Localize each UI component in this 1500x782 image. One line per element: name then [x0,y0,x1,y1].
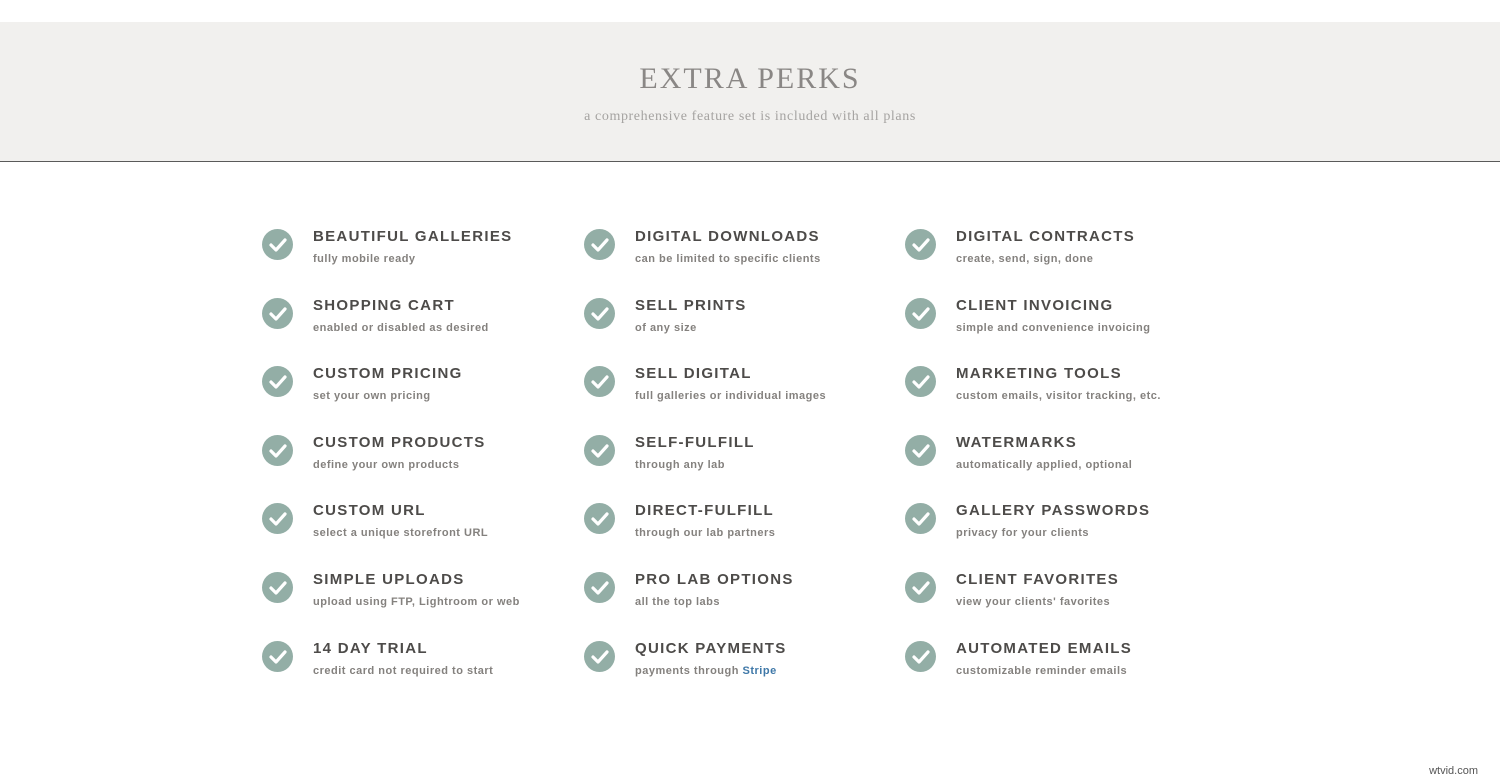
check-circle-icon [584,435,615,466]
check-circle-icon [262,503,293,534]
check-circle-icon [584,572,615,603]
perk-description: through our lab partners [635,527,776,539]
perk-description: define your own products [313,459,460,471]
perk-description: automatically applied, optional [956,459,1133,471]
perk-shopping-cart [262,295,562,345]
perk-title: BEAUTIFUL GALLERIES [313,228,513,245]
perk-gallery-passwords [905,500,1205,550]
perk-sell-digital [584,363,884,413]
perk-title: CUSTOM PRODUCTS [313,434,486,451]
perk-client-invoicing [905,295,1205,345]
perk-description: view your clients' favorites [956,596,1111,608]
perk-title: DIRECT-FULFILL [635,502,775,519]
perk-description-text: payments through [635,665,743,677]
check-circle-icon [584,503,615,534]
perk-title: 14 DAY TRIAL [313,640,428,657]
perk-digital-contracts [905,226,1205,276]
perk-custom-products [262,432,562,482]
perk-title: WATERMARKS [956,434,1078,451]
stripe-link[interactable]: Stripe [742,665,777,677]
perk-description: privacy for your clients [956,527,1090,539]
header-band [0,22,1500,162]
perk-description: enabled or disabled as desired [313,322,489,334]
perk-quick-payments [584,638,884,688]
perk-description: full galleries or individual images [635,390,827,402]
perk-description: through any lab [635,459,725,471]
perk-marketing-tools [905,363,1205,413]
check-circle-icon [262,229,293,260]
perk-description [635,665,777,677]
perk-custom-url [262,500,562,550]
perk-description: credit card not required to start [313,665,494,677]
perk-title: DIGITAL CONTRACTS [956,228,1136,245]
check-circle-icon [584,229,615,260]
perk-pro-lab-options [584,569,884,619]
perk-title: AUTOMATED EMAILS [956,640,1133,657]
perk-automated-emails [905,638,1205,688]
perk-description: can be limited to specific clients [635,253,821,265]
check-circle-icon [905,503,936,534]
perk-description: of any size [635,322,697,334]
check-circle-icon [905,229,936,260]
perk-description: create, send, sign, done [956,253,1094,265]
check-circle-icon [905,572,936,603]
check-circle-icon [262,435,293,466]
check-circle-icon [262,298,293,329]
perk-title: SHOPPING CART [313,297,455,314]
section-title: EXTRA PERKS [639,62,861,95]
perk-description: select a unique storefront URL [313,527,489,539]
check-circle-icon [584,298,615,329]
perk-title: PRO LAB OPTIONS [635,571,794,588]
perk-client-favorites [905,569,1205,619]
perk-title: CLIENT FAVORITES [956,571,1120,588]
perk-description: custom emails, visitor tracking, etc. [956,390,1161,402]
check-circle-icon [584,366,615,397]
check-circle-icon [262,641,293,672]
perk-custom-pricing [262,363,562,413]
check-circle-icon [905,641,936,672]
perk-digital-downloads [584,226,884,276]
perk-title: SIMPLE UPLOADS [313,571,465,588]
watermark: wtvid.com [1429,765,1478,777]
perk-description: fully mobile ready [313,253,416,265]
section-subtitle: a comprehensive feature set is included with all plans [584,109,916,124]
check-circle-icon [584,641,615,672]
check-circle-icon [262,366,293,397]
check-circle-icon [905,435,936,466]
perk-title: GALLERY PASSWORDS [956,502,1151,519]
perk-watermarks [905,432,1205,482]
perk-self-fulfill [584,432,884,482]
perk-title: SELL DIGITAL [635,365,752,382]
perk-14-day-trial [262,638,562,688]
perk-title: SELF-FULFILL [635,434,755,451]
perk-sell-prints [584,295,884,345]
check-circle-icon [262,572,293,603]
perk-beautiful-galleries [262,226,562,276]
perk-title: MARKETING TOOLS [956,365,1122,382]
perk-simple-uploads [262,569,562,619]
perk-description: simple and convenience invoicing [956,322,1151,334]
perk-description: upload using FTP, Lightroom or web [313,596,520,608]
perk-description: customizable reminder emails [956,665,1128,677]
check-circle-icon [905,298,936,329]
check-circle-icon [905,366,936,397]
perk-description: all the top labs [635,596,721,608]
perk-title: CUSTOM URL [313,502,426,519]
perk-title: SELL PRINTS [635,297,747,314]
perk-title: DIGITAL DOWNLOADS [635,228,820,245]
perk-description: set your own pricing [313,390,431,402]
perk-title: CLIENT INVOICING [956,297,1114,314]
perk-title: CUSTOM PRICING [313,365,463,382]
perk-title: QUICK PAYMENTS [635,640,787,657]
perk-direct-fulfill [584,500,884,550]
